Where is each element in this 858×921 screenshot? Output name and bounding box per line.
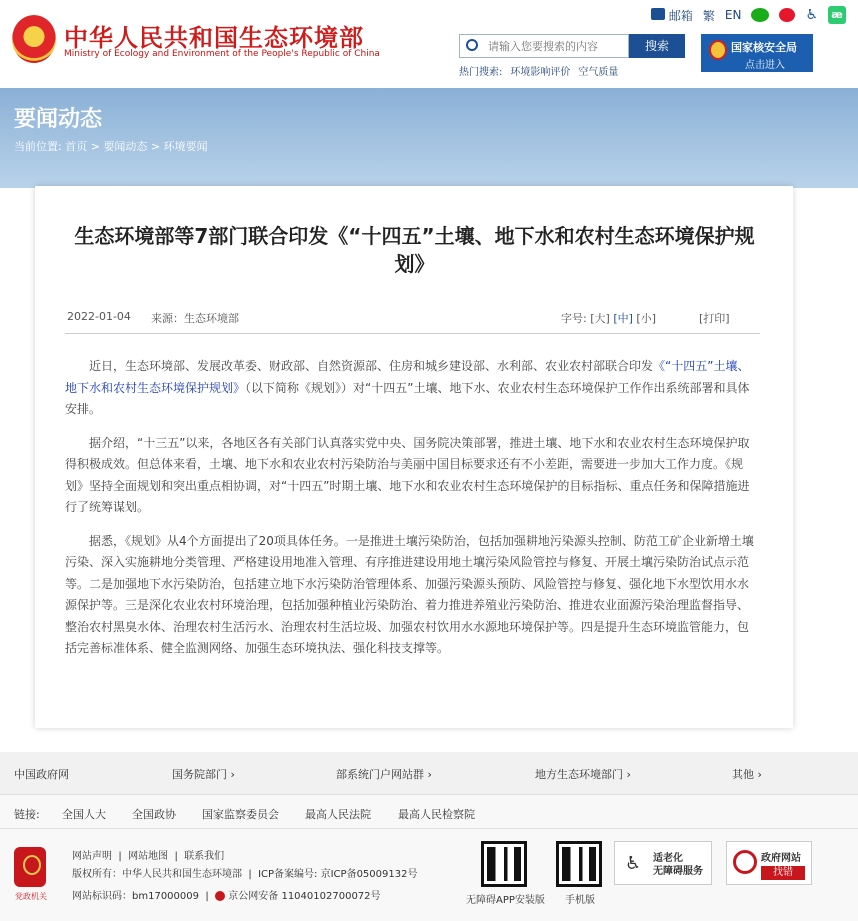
- breadcrumb-sep: >: [90, 140, 100, 153]
- footer-link-cppcc[interactable]: 全国政协: [132, 808, 176, 821]
- nsa-title: 国家核安全局: [731, 41, 797, 54]
- article-paragraph: 据悉，《规划》从4个方面提出了20项具体任务。一是推进土壤污染防治，包括加强耕地污染源头控制、防范工矿企业新增土壤污染、深入实施耕地分类管理、严格建设用地准入管理、有序推进建设用地土壤污染风险管控与修复、开展土壤污染防治试点示范等。二是加强地下水污染防治，包括建立地下水污染防治管理体系、加强污染源头预防、风险管控与修复、强化地下水型饮用水水源保护等。三是深化农业农村环境治理，包括加强种植业污染防治、着力推进养殖业污染防治、推进农业面源污染治理监督指导、整治农村黑臭水体、治理农村生活污水、治理农村生活垃圾、加强农村饮用水水源地环境保护等。四是提升生态环境监管能力，包括完善标准体系、健全监测网络、加强生态环境执法、强化科技支撑等。: [65, 533, 754, 655]
- footer-gov-link[interactable]: 中国政府网: [14, 768, 69, 781]
- footer-info: [0, 828, 858, 921]
- footer-link-court[interactable]: 最高人民法院: [305, 808, 371, 821]
- section-title: 要闻动态: [14, 107, 103, 132]
- footer-state-dept-link[interactable]: 国务院部门 ›: [172, 768, 235, 781]
- search-icon: [466, 39, 478, 51]
- font-size-large[interactable]: [大]: [590, 312, 610, 325]
- plan-link[interactable]: 《“十四五”土壤、地下水和农村生态环境保护规划》: [65, 359, 750, 395]
- ae-icon[interactable]: æ: [828, 6, 846, 24]
- font-size-medium[interactable]: [中]: [613, 312, 633, 325]
- report-error-icon: [733, 850, 757, 874]
- elderly-accessibility-button[interactable]: [614, 841, 712, 885]
- report-error-title: 政府网站: [761, 853, 801, 864]
- wechat-icon[interactable]: [751, 8, 769, 22]
- search-input[interactable]: [488, 37, 626, 55]
- site-logo-en[interactable]: Ministry of Ecology and Environment of the People's Republic of China: [64, 49, 380, 59]
- qr-mobile-label: 手机版: [565, 895, 595, 906]
- footer-police-record[interactable]: 京公网安备 11040102700072号: [228, 891, 381, 902]
- footer-link-nsc[interactable]: 国家监察委员会: [202, 808, 279, 821]
- accessibility-icon[interactable]: ♿: [805, 7, 818, 23]
- nsa-emblem-icon: [709, 40, 727, 60]
- article-source: 来源：生态环境部: [151, 312, 239, 325]
- footer-info-links: 网站声明 | 网站地图 | 联系我们: [72, 851, 225, 862]
- footer-local-dept-link[interactable]: 地方生态环境部门 ›: [535, 768, 631, 781]
- breadcrumb-label: 当前位置:: [14, 140, 62, 153]
- footer-other-link[interactable]: 其他 ›: [732, 768, 762, 781]
- mail-icon: [651, 8, 665, 20]
- top-utility-bar: [651, 6, 846, 24]
- search-box: [459, 34, 629, 58]
- article-title: 生态环境部等7部门联合印发《“十四五”土壤、地下水和农村生态环境保护规划》: [74, 224, 755, 276]
- article-paragraph: [65, 356, 760, 421]
- party-gov-badge-label: 党政机关: [15, 892, 47, 901]
- paragraph-text: （以下简称《规划》）对“十四五”土壤、地下水、农业农村生态环境保护工作作出系统部署和具体安排。: [65, 380, 750, 416]
- footer-links: [0, 794, 858, 828]
- nsa-banner-link[interactable]: [701, 34, 813, 72]
- breadcrumb-section[interactable]: 要闻动态: [103, 140, 148, 153]
- hot-search-label: 热门搜索:: [459, 67, 503, 78]
- breadcrumb: [14, 138, 208, 154]
- footer-icp[interactable]: ICP备案编号: 京ICP备05009132号: [258, 869, 418, 880]
- footer-links-label: 链接:: [14, 808, 40, 821]
- footer-link-procuratorate[interactable]: 最高人民检察院: [398, 808, 475, 821]
- footer-site-groups: [0, 752, 858, 794]
- elderly-accessibility-label: [653, 852, 703, 878]
- article-date: 2022-01-04: [67, 310, 131, 323]
- article-meta: [65, 310, 760, 334]
- qr-mobile-icon: [556, 841, 602, 887]
- accessibility-icon: ♿: [625, 853, 642, 874]
- footer-ministry-sites-link[interactable]: 部系统门户网站群 ›: [336, 768, 432, 781]
- search-button[interactable]: 搜索: [629, 34, 685, 58]
- font-size-controls: [561, 310, 656, 326]
- article-card: [35, 186, 793, 728]
- aged-subtitle: 无障碍服务: [653, 866, 703, 877]
- article-paragraph: 据介绍，“十三五”以来，各地区各有关部门认真落实党中央、国务院决策部署，推进土壤、地下水和农业农村生态环境保护取得积极成效。但总体来看，土壤、地下水和农业农村污染防治与美丽中国目标要求还有不小差距，需要进一步加大工作力度。《规划》坚持全面规划和突出重点相协调，对“十四五”时期土壤、地下水和农业农村生态环境保护的目标指标、重点任务和保障措施进行了统筹谋划。: [65, 435, 750, 514]
- print-button[interactable]: [打印]: [699, 312, 730, 325]
- breadcrumb-current[interactable]: 环境要闻: [163, 140, 208, 153]
- paragraph-text: 近日，生态环境部、发展改革委、财政部、自然资源部、住房和城乡建设部、水利部、农业农村部联合印发: [89, 359, 654, 373]
- footer-contact-link[interactable]: 联系我们: [184, 851, 225, 862]
- footer-copyright-line: 版权所有：中华人民共和国生态环境部 | ICP备案编号: 京ICP备05009132号: [72, 869, 418, 880]
- footer-sitemap-link[interactable]: 网站地图: [128, 851, 169, 862]
- english-link[interactable]: EN: [724, 8, 742, 22]
- qr-app-label: 无障碍APP安装版: [466, 895, 545, 906]
- footer-statement-link[interactable]: 网站声明: [72, 851, 112, 862]
- site-logo-cn[interactable]: 中华人民共和国生态环境部: [64, 24, 364, 52]
- footer-link-npc[interactable]: 全国人大: [62, 808, 106, 821]
- aged-title: 适老化: [653, 853, 683, 864]
- font-size-small[interactable]: [小]: [636, 312, 656, 325]
- report-error-button[interactable]: [726, 841, 812, 885]
- police-icon: [215, 891, 225, 901]
- breadcrumb-sep: >: [150, 140, 161, 153]
- mail-label: 邮箱: [668, 8, 693, 23]
- hot-search-item[interactable]: 环境影响评价: [510, 67, 571, 78]
- report-error-label: 找错: [761, 866, 805, 880]
- hot-searches: [459, 63, 626, 78]
- party-gov-badge-icon[interactable]: [14, 847, 46, 887]
- breadcrumb-home[interactable]: 首页: [65, 140, 88, 153]
- hot-search-item[interactable]: 空气质量: [578, 67, 619, 78]
- qr-app-icon: [481, 841, 527, 887]
- national-emblem-icon[interactable]: [12, 15, 56, 63]
- section-banner: [0, 88, 858, 188]
- traditional-link[interactable]: 繁: [702, 8, 715, 23]
- footer-site-id: 网站标识码：bm17000009: [72, 891, 199, 902]
- weibo-icon[interactable]: [779, 8, 795, 22]
- font-size-label: 字号:: [561, 312, 587, 325]
- footer-copyright: 版权所有：中华人民共和国生态环境部: [72, 869, 242, 880]
- site-header: [0, 0, 858, 88]
- article-body: [65, 356, 760, 672]
- footer-id-line: 网站标识码：bm17000009 | 京公网安备 11040102700072号: [72, 891, 381, 902]
- mail-link[interactable]: [651, 7, 693, 24]
- nsa-subtitle: 点击进入: [745, 60, 785, 71]
